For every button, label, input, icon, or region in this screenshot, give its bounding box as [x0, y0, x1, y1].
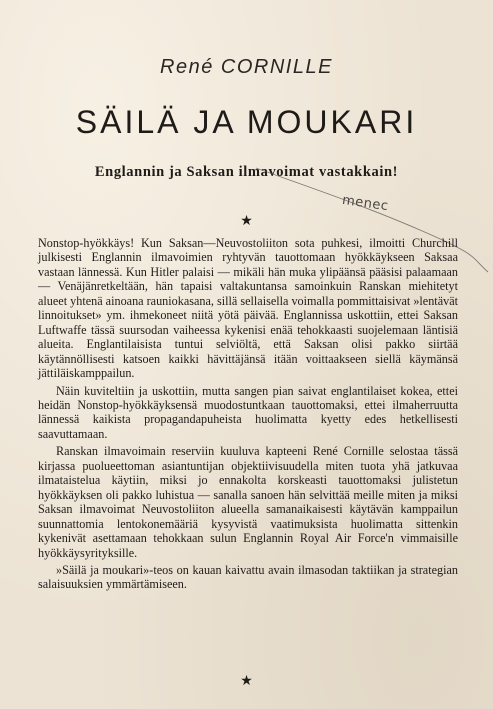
- paragraph-2: Näin kuviteltiin ja uskottiin, mutta sangen pian saivat englantilaiset kokea, ettei heidän Nonstop-hyökkäyksensä muodostuntkaan tauottomaksi, ettei ilmaherruutta lännessä kaikista propagandapuheista huolimatta kyetty edes hetkellisesti saavuttamaan.: [38, 383, 458, 441]
- paragraph-4: »Säilä ja moukari»-teos on kauan kaivattu avain ilmasodan taktiikan ja strategian salaisuuksien ymmärtämiseen.: [38, 562, 458, 592]
- paragraph-3: Ranskan ilmavoimain reserviin kuuluva kapteeni René Cornille selostaa tässä kirjassa puolueettoman asiantuntijan objektiivisuudella miten tuota yhä jatkuvaa ilmataistelua käytiin, miksi jo ennakolta korskeasti tauottomaksi julistetun hyökkäyksen oli pakko luhistua — sanalla sanoen hän selvittää meille miten ja miksi Saksan ilmavoimat Neuvostoliiton alueella samanaikaisesti käytävän kamppailun suunnattomia lentokonemääriä kysyvistä vaatimuksista huolimatta sittenkin kykenivät asettamaan tehokkaan sulun Englannin Royal Air Force'n vimmaisille hyökkäysyrityksille.: [38, 444, 458, 560]
- handwritten-note: menec: [341, 192, 390, 215]
- blurb-text: [38, 236, 458, 595]
- paragraph-1: Nonstop-hyökkäys! Kun Saksan—Neuvostoliiton sota puhkesi, ilmoitti Churchill julkisesti Englannin ilmavoimien ryhtyvän tauottomaan hyökkäykseen Saksaa vastaan lännessä. Kun Hitler palaisi — mikäli hän muka ylipäänsä pääsisi palaamaan — Venäjänretkeltään, hän tapaisi valtakuntansa samoinkuin Ranskan miehitetyt alueet yhtenä ainoana rauniokasana, sillä sellaisella voimalla pommittaisivat »lentävät linnoitukset» ym. ihmekoneet niitä yötä päivää. Englannissa uskottiin, ettei Saksan Luftwaffe tässä suursodan vaiheessa kykenisi enää tehokkaasti suojelemaan läntisiä alueita. Englantilaisista tuntui selviöltä, että Saksan olisi pakko siirtää käytännöllisesti katsoen kaikki hävittäjänsä itään voittaakseen siellä käymänsä jättiläiskamppailun.: [38, 236, 458, 381]
- book-subtitle: Englannin ja Saksan ilmavoimat vastakkain!: [94, 164, 399, 180]
- star-ornament-bottom: ★: [240, 673, 253, 689]
- book-title: SÄILÄ JA MOUKARI: [75, 104, 418, 140]
- author-name: René CORNILLE: [160, 56, 333, 78]
- star-ornament-top: ★: [240, 213, 253, 229]
